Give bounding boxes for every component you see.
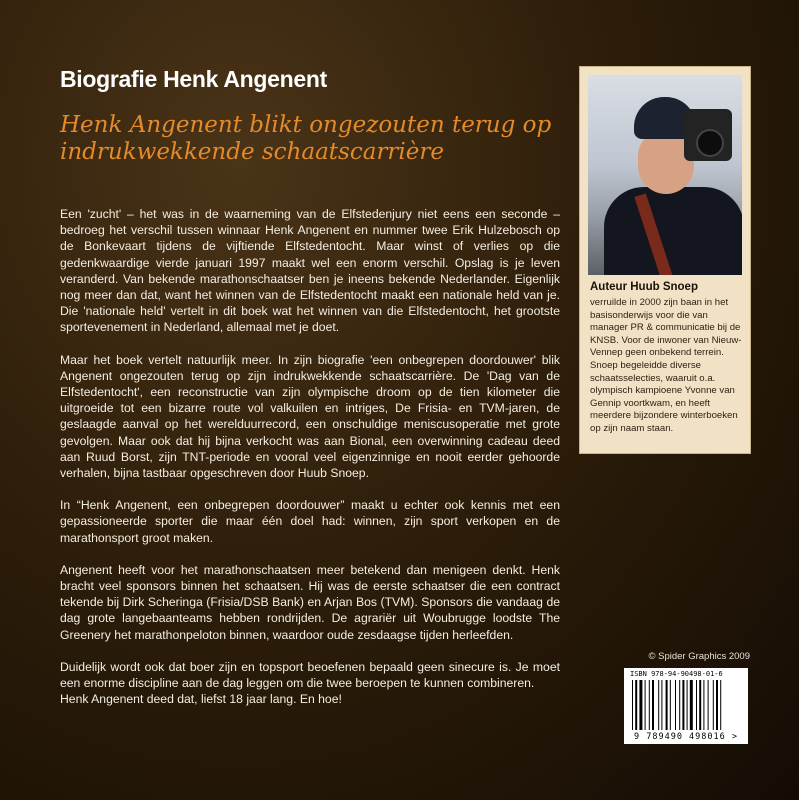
paragraph: In “Henk Angenent, een onbegrepen doordouwer” maakt u echter ook kennis met een gepassioneerde sporter die maar één doel had: winnen, zijn sport verkopen en de marathonsport groot maken. (60, 498, 560, 545)
paragraph: Maar het boek vertelt natuurlijk meer. In zijn biografie 'een onbegrepen doordouwer' blik Angenent ongezouten terug op zijn indrukwekkende schaatscarrière. De 'Dag van de Elfstedentocht', een reconstructie van zijn olympische droom op de tien kilometer die uitgroeide tot een bizarre route vol valkuilen en intriges, De Frisia- en TVM-jaren, de geslaagde aanval op het werelduurrecord, een onschuldige meniscusoperatie met grote gevolgen. Maar ook dat hij bijna verkocht was aan Bional, een overwinning cadeau deed aan Ruud Borst, zijn TNT-periode en vooral veel eigenzinnige en nooit eerder gehoorde verhalen, bijna tastbaar opgeschreven door Huub Snoep. (60, 352, 560, 481)
paragraph: Een 'zucht' – het was in de waarneming van de Elfstedenjury niet eens een seconde – bedroeg het verschil tussen winnaar Henk Angenent en nummer twee Erik Hulzebosch op de Bonkevaart tijdens de vijftiende Elfstedentocht. Maar winst of verlies op die gedenkwaardige vierde januari 1997 maakt wel een enorm verschil. Opslag is je leven veranderd. Van bekende marathonschaatser ben je ineens bekende Nederlander. Eigenlijk nog meer dan dat, want het winnen van de Elfstedentocht maakt een nationale held van je. Die 'nationale held' vertelt in dit boek wat het winnen van die Elfstedentocht, het grootste sportevenement in Nederland, allemaal met je doet. (60, 207, 560, 335)
author-bio: verruilde in 2000 zijn baan in het basisonderwijs voor die van manager PR & communicatie bij de KNSB. Voor de inwoner van Nieuw-Vennep geen onbekend terrein. Snoep begeleidde diverse schaatsselecties, waaruit o.a. olympisch kampioene Yvonne van Gennip voortkwam, en heeft meerdere bijzondere winterboeken op zijn naam staan. (590, 297, 742, 434)
author-name: Auteur Huub Snoep (590, 281, 698, 293)
barcode-digits: 9 789490 498016 > (634, 732, 738, 742)
barcode-bars (632, 680, 740, 730)
author-photo (588, 75, 742, 275)
isbn-barcode (624, 668, 748, 744)
isbn-label: ISBN 978-94-90498-01-6 (630, 670, 723, 678)
subtitle: Henk Angenent blikt ongezouten terug op indrukwekkende schaatscarrière (60, 112, 552, 165)
paragraph: Henk Angenent deed dat, liefst 18 jaar lang. En hoe! (60, 692, 342, 707)
body-text (60, 206, 560, 723)
paragraph: Angenent heeft voor het marathonschaatsen meer betekend dan menigeen denkt. Henk bracht veel sponsors binnen het schaatsen. Hij was de eerste schaatser die een contract tekende bij Dirk Scheringa (Frisia/DSB Bank) en Arjan Bos (TVM). Sponsors die vandaag de dag grote langebaanteams hebben rondrijden. De agrariër uit Woubrugge loodste The Greenery het marathonpeloton binnen, waardoor oude zesdaagse tijden herleefden. (60, 562, 560, 642)
author-sidebar (579, 66, 751, 454)
page-title: Biografie Henk Angenent (60, 66, 328, 92)
paragraph: Duidelijk wordt ook dat boer zijn en topsport beoefenen bepaald geen sinecure is. Je moet een enorme discipline aan de dag leggen om die twee beroepen te kunnen combineren. (60, 659, 560, 691)
copyright-notice: © Spider Graphics 2009 (648, 651, 750, 662)
